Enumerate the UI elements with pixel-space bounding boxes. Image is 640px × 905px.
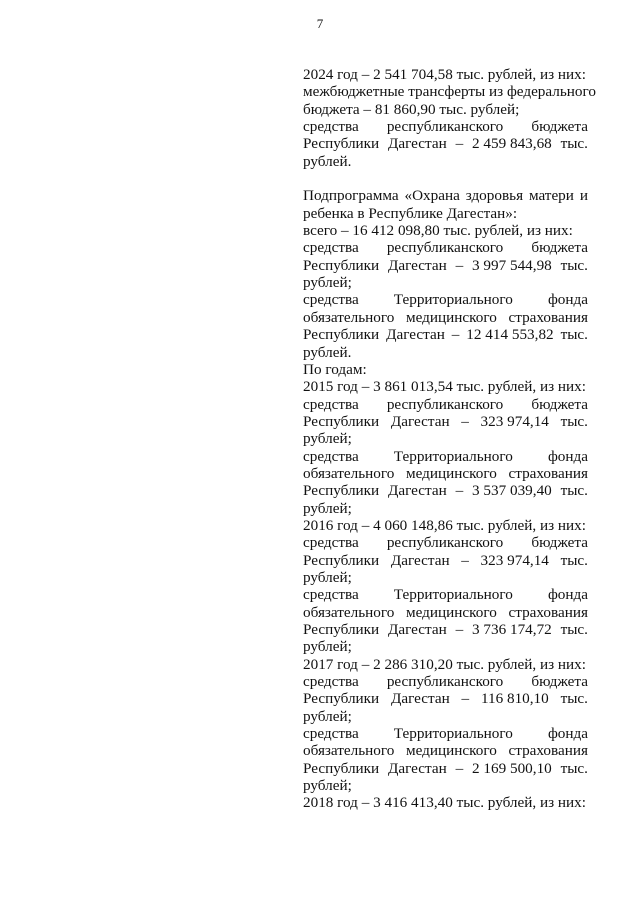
text-line: 2015 год – 3 861 013,54 тыс. рублей, из них: [303, 378, 586, 396]
word: – [461, 412, 469, 430]
text-line: ребенка в Республике Дагестан»: [303, 204, 518, 222]
word: Дагестан [388, 482, 447, 500]
word: Республики [303, 326, 380, 344]
word: 3 736 174,72 [472, 621, 552, 638]
word: тыс. [560, 690, 588, 708]
word: Территориального [393, 586, 513, 604]
word: тыс. [560, 482, 588, 500]
justified-text-line [303, 326, 588, 343]
text-line: рублей; [303, 777, 352, 795]
word: – [451, 326, 460, 344]
word: республиканского [386, 534, 504, 552]
word: Территориального [393, 291, 513, 309]
word: бюджета [531, 395, 588, 413]
word: Республики [303, 482, 380, 500]
word: – [455, 621, 464, 638]
word: тыс. [560, 256, 588, 274]
word: Территориального [393, 447, 513, 465]
word: здоровья [465, 187, 524, 205]
justified-text-line [303, 552, 588, 569]
word: Дагестан [388, 256, 447, 274]
word: Дагестан [388, 759, 447, 777]
document-body [303, 66, 596, 812]
word: Дагестан [390, 412, 450, 430]
text-line: всего – 16 412 098,80 тыс. рублей, из них: [303, 222, 573, 240]
word: Республики [303, 551, 380, 569]
word: страхования [508, 603, 588, 621]
paragraph-gap [303, 170, 588, 187]
word: – [461, 690, 470, 708]
word: 116 810,10 [480, 690, 549, 708]
word: Республики [303, 621, 380, 638]
page-number: 7 [316, 16, 324, 31]
justified-text-line [303, 396, 588, 413]
word: Подпрограмма [303, 187, 399, 205]
word: – [455, 759, 464, 777]
word: страхования [508, 308, 588, 326]
word: медицинского [406, 464, 497, 482]
word: бюджета [531, 534, 588, 552]
word: средства [303, 586, 359, 604]
text-line: рублей; [303, 274, 352, 292]
word: республиканского [386, 118, 504, 136]
word: 3 537 039,40 [472, 482, 552, 500]
justified-text-line [303, 760, 588, 777]
word: – [455, 135, 464, 153]
word: фонда [547, 447, 588, 465]
word: Дагестан [388, 135, 447, 153]
word: тыс. [560, 135, 588, 153]
text-line: рублей. [303, 343, 352, 361]
word: средства [303, 534, 359, 552]
text-line: бюджета – 81 860,90 тыс. рублей; [303, 100, 520, 118]
word: фонда [547, 291, 588, 309]
word: – [455, 482, 464, 500]
word: медицинского [406, 742, 497, 760]
text-line: рублей; [303, 707, 352, 725]
justified-text-line [303, 673, 588, 690]
justified-text-line [303, 413, 588, 430]
word: бюджета [531, 118, 588, 136]
word: медицинского [406, 603, 497, 621]
text-line: 2017 год – 2 286 310,20 тыс. рублей, из них: [303, 655, 586, 673]
text-line: рублей; [303, 499, 352, 517]
word: обязательного [303, 464, 395, 482]
justified-text-line [303, 534, 588, 551]
justified-text-line [303, 135, 588, 152]
text-line: 2016 год – 4 060 148,86 тыс. рублей, из них: [303, 516, 586, 534]
word: страхования [508, 742, 588, 760]
word: тыс. [560, 551, 588, 569]
word: фонда [547, 586, 588, 604]
text-line: 2024 год – 2 541 704,58 тыс. рублей, из них: [303, 66, 586, 83]
word: средства [303, 118, 359, 136]
word: матери [528, 187, 574, 205]
word: обязательного [303, 603, 395, 621]
text-line: рублей; [303, 430, 352, 448]
word: 2 169 500,10 [472, 759, 552, 777]
word: средства [303, 291, 359, 309]
word: бюджета [531, 239, 588, 257]
word: Дагестан [386, 326, 445, 344]
justified-text-line [303, 448, 588, 465]
word: средства [303, 239, 359, 257]
justified-text-line [303, 586, 588, 603]
justified-text-line [303, 725, 588, 742]
word: и [579, 187, 588, 205]
justified-text-line [303, 621, 588, 638]
word: тыс. [560, 621, 588, 638]
justified-text-line [303, 239, 588, 256]
word: средства [303, 395, 359, 413]
word: Дагестан [388, 621, 447, 638]
word: Республики [303, 690, 380, 708]
text-line: 2018 год – 3 416 413,40 тыс. рублей, из них: [303, 794, 586, 812]
justified-text-line [303, 291, 588, 308]
word: 12 414 553,82 [466, 326, 554, 344]
text-line: рублей; [303, 638, 352, 656]
word: – [461, 551, 469, 569]
word: обязательного [303, 742, 395, 760]
word: 2 459 843,68 [472, 135, 552, 153]
word: – [455, 256, 464, 274]
justified-text-line [303, 118, 588, 135]
word: тыс. [560, 759, 588, 777]
word: средства [303, 673, 359, 691]
word: Республики [303, 759, 380, 777]
word: Территориального [393, 725, 513, 743]
word: Республики [303, 135, 380, 153]
word: Республики [303, 412, 380, 430]
justified-text-line [303, 604, 588, 621]
justified-text-line [303, 742, 588, 759]
justified-text-line [303, 309, 588, 326]
justified-text-line [303, 482, 588, 499]
word: Дагестан [391, 690, 450, 708]
justified-text-line [303, 257, 588, 274]
justified-text-line [303, 465, 588, 482]
word: бюджета [531, 673, 588, 691]
word: фонда [547, 725, 588, 743]
word: республиканского [386, 239, 504, 257]
word: средства [303, 447, 359, 465]
word: Дагестан [390, 551, 450, 569]
word: республиканского [386, 395, 504, 413]
text-line: рублей. [303, 152, 352, 170]
justified-text-line [303, 690, 588, 707]
word: 323 974,14 [480, 551, 549, 569]
word: 3 997 544,98 [472, 256, 552, 274]
word: медицинского [406, 308, 497, 326]
word: Республики [303, 256, 380, 274]
word: средства [303, 725, 359, 743]
word: республиканского [386, 673, 504, 691]
word: «Охрана [404, 187, 460, 205]
word: 323 974,14 [480, 412, 549, 430]
justified-text-line [303, 187, 588, 204]
word: тыс. [560, 412, 588, 430]
text-line: рублей; [303, 568, 352, 586]
text-line: По годам: [303, 360, 367, 378]
word: обязательного [303, 308, 395, 326]
word: страхования [508, 464, 588, 482]
text-line: межбюджетные трансферты из федерального [303, 83, 596, 101]
word: тыс. [560, 326, 588, 344]
